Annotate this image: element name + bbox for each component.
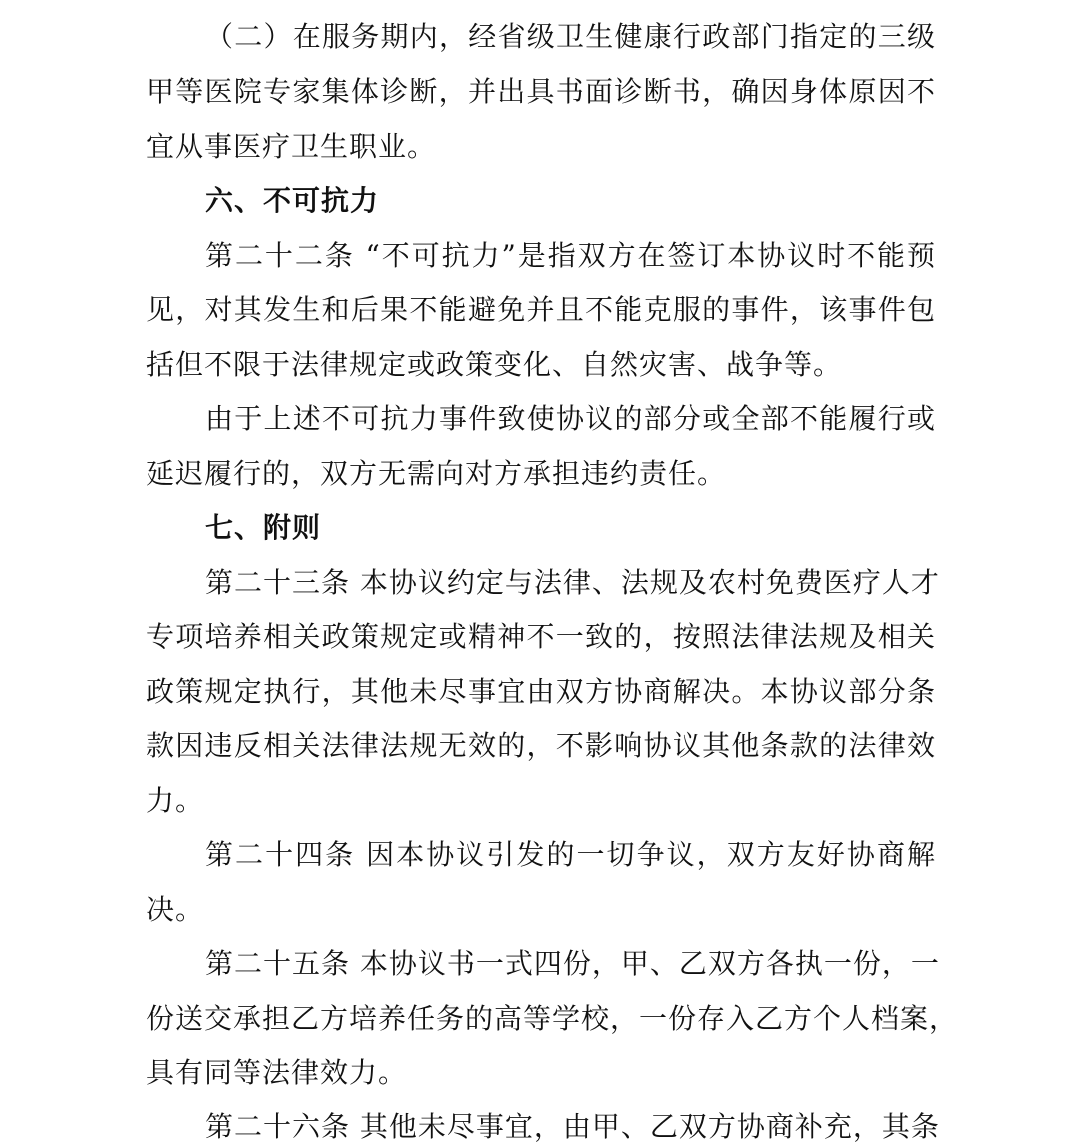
paragraph-line: 第二十二条 “不可抗力”是指双方在签订本协议时不能预 — [205, 239, 936, 272]
section-heading-force-majeure: 六、不可抗力 — [205, 184, 380, 217]
paragraph-line: 具有同等法律效力。 — [146, 1056, 408, 1089]
paragraph-line: 款因违反相关法律法规无效的，不影响协议其他条款的法律效 — [146, 729, 936, 762]
paragraph-line: 力。 — [146, 784, 205, 817]
paragraph-line: 括但不限于法律规定或政策变化、自然灾害、战争等。 — [146, 348, 843, 381]
paragraph-line: 专项培养相关政策规定或精神不一致的，按照法律法规及相关 — [146, 620, 936, 653]
paragraph-line: 由于上述不可抗力事件致使协议的部分或全部不能履行或 — [205, 402, 936, 435]
paragraph-line: 甲等医院专家集体诊断，并出具书面诊断书，确因身体原因不 — [146, 75, 936, 108]
paragraph-line: 第二十三条 本协议约定与法律、法规及农村免费医疗人才 — [205, 566, 940, 599]
paragraph-line: 决。 — [146, 893, 205, 926]
paragraph-line: 份送交承担乙方培养任务的高等学校，一份存入乙方个人档案， — [146, 1002, 959, 1035]
paragraph-line: 延迟履行的，双方无需向对方承担违约责任。 — [146, 457, 727, 490]
paragraph-line: 宜从事医疗卫生职业。 — [146, 130, 437, 163]
paragraph-line: 见，对其发生和后果不能避免并且不能克服的事件，该事件包 — [146, 293, 936, 326]
section-heading-supplementary: 七、附则 — [205, 511, 322, 544]
paragraph-line: 第二十六条 其他未尽事宜，由甲、乙双方协商补充，其条 — [205, 1110, 940, 1143]
paragraph-line: 政策规定执行，其他未尽事宜由双方协商解决。本协议部分条 — [146, 675, 936, 708]
paragraph-line: 第二十四条 因本协议引发的一切争议，双方友好协商解 — [205, 838, 936, 871]
paragraph-line: 第二十五条 本协议书一式四份，甲、乙双方各执一份，一 — [205, 947, 940, 980]
paragraph-line: （二）在服务期内，经省级卫生健康行政部门指定的三级 — [205, 20, 936, 53]
